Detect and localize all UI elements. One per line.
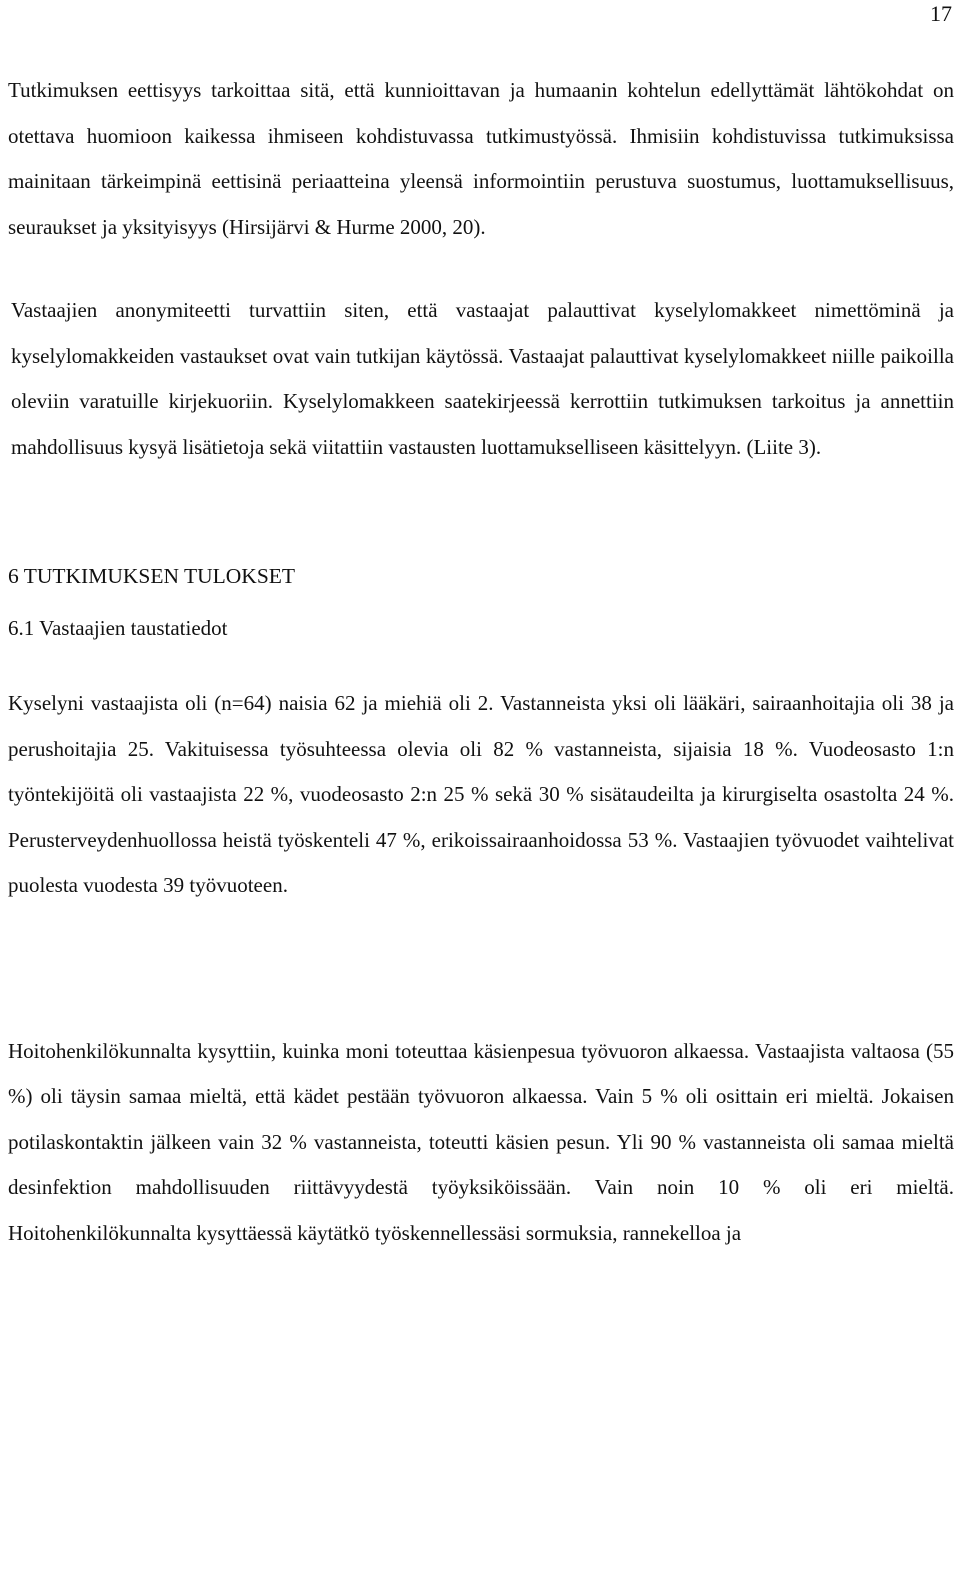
page-number: 17 [930,1,952,26]
paragraph-respondents: Kyselyni vastaajista oli (n=64) naisia 62 ja miehiä oli 2. Vastanneista yksi oli lääkäri, sairaanhoitajia oli 38 ja perushoitajia 25. Vakituisessa työsuhteessa olevia oli 82 % vastanneista, sijaisia 18 %. Vuodeosasto 1:n työntekijöitä oli vastaajista 22 %, vuodeosasto 2:n 25 % sekä 30 % sisätaudeilta ja kirurgiselta osastolta 24 %. Perusterveydenhuollossa heistä työskenteli 47 %, erikoissairaanhoidossa 53 %. Vastaajien työvuodet vaihtelivat puolesta vuodesta 39 työvuoteen. [8,691,954,897]
paragraph-anonymity: Vastaajien anonymiteetti turvattiin siten, että vastaajat palauttivat kyselylomakkeet nimettöminä ja kyselylomakkeiden vastaukset ovat vain tutkijan käytössä. Vastaajat palauttivat kyselylomakkeet niille paikoilla oleviin varatuille kirjekuoriin. Kyselylomakkeen saatekirjeessä kerrottiin tutkimuksen tarkoitus ja annettiin mahdollisuus kysyä lisätietoja sekä viitattiin vastausten luottamukselliseen käsittelyyn. (Liite 3). [11,298,954,459]
document-page [8,68,954,1256]
paragraph-handwashing: Hoitohenkilökunnalta kysyttiin, kuinka moni toteuttaa käsienpesua työvuoron alkaessa. Vastaajista valtaosa (55 %) oli täysin samaa mieltä, että kädet pestään työvuoron alkaessa. Vain 5 % oli osittain eri mieltä. Jokaisen potilaskontaktin jälkeen vain 32 % vastanneista, toteutti käsien pesun. Yli 90 % vastanneista oli samaa mieltä desinfektion mahdollisuuden riittävyydestä työyksiköissään. Vain noin 10 % oli eri mieltä. Hoitohenkilökunnalta kysyttäessä käytätkö työskennellessäsi sormuksia, rannekelloa ja [8,1038,954,1245]
subsection-heading: 6.1 Vastaajien taustatiedot [8,615,228,640]
paragraph-ethics: Tutkimuksen eettisyys tarkoittaa sitä, että kunnioittavan ja humaanin kohtelun edellyttämät lähtökohdat on otettava huomioon kaikessa ihmiseen kohdistuvassa tutkimustyössä. Ihmisiin kohdistuvissa tutkimuksissa mainitaan tärkeimpinä eettisinä periaatteina yleensä informointiin perustuva suostumus, luottamuksellisuus, seuraukset ja yksityisyys (Hirsijärvi & Hurme 2000, 20). [8,78,954,239]
section-heading: 6 TUTKIMUKSEN TULOKSET [8,564,296,588]
